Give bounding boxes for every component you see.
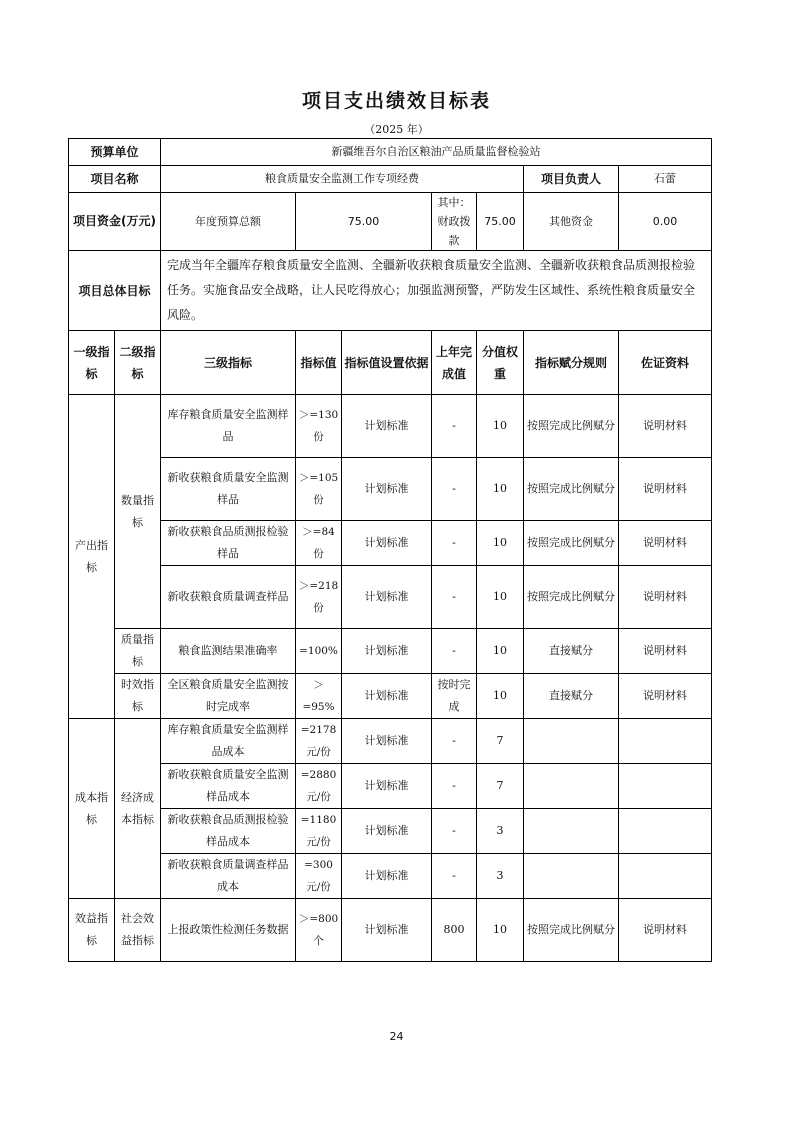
indicator-evidence: 说明材料 <box>619 674 712 719</box>
indicator-rule: 按照完成比例赋分 <box>524 566 619 629</box>
fiscal-funds-value: 75.00 <box>477 193 524 251</box>
group-cost: 成本指标 <box>69 719 115 899</box>
project-name-label: 项目名称 <box>69 166 161 193</box>
indicator-name: 新收获粮食质量安全监测样品成本 <box>161 764 296 809</box>
other-funds-value: 0.00 <box>619 193 712 251</box>
indicator-basis: 计划标准 <box>342 566 432 629</box>
unit-value: 新疆维吾尔自治区粮油产品质量监督检验站 <box>161 139 712 166</box>
header-row <box>69 331 712 395</box>
indicator-value: ＞=130份 <box>296 395 342 458</box>
indicator-value: =1180元/份 <box>296 809 342 854</box>
indicator-name: 库存粮食质量安全监测样品 <box>161 395 296 458</box>
indicator-weight: 10 <box>477 899 524 962</box>
indicator-last-year: - <box>432 395 477 458</box>
indicator-last-year: - <box>432 719 477 764</box>
unit-label: 预算单位 <box>69 139 161 166</box>
indicator-name: 上报政策性检测任务数据 <box>161 899 296 962</box>
indicator-basis: 计划标准 <box>342 809 432 854</box>
indicator-evidence: 说明材料 <box>619 395 712 458</box>
indicator-rule <box>524 854 619 899</box>
indicator-name: 新收获粮食质量安全监测样品 <box>161 458 296 521</box>
table-row <box>69 629 712 674</box>
goal-label: 项目总体目标 <box>69 251 161 331</box>
header-level3: 三级指标 <box>161 331 296 395</box>
indicator-evidence: 说明材料 <box>619 458 712 521</box>
indicator-evidence <box>619 854 712 899</box>
indicator-value: ＞=218份 <box>296 566 342 629</box>
indicator-name: 新收获粮食品质测报检验样品 <box>161 521 296 566</box>
indicator-rule: 直接赋分 <box>524 674 619 719</box>
project-name-row <box>69 166 712 193</box>
indicator-basis: 计划标准 <box>342 854 432 899</box>
indicator-name: 库存粮食质量安全监测样品成本 <box>161 719 296 764</box>
table-row <box>69 521 712 566</box>
unit-row <box>69 139 712 166</box>
indicator-value: ＞=800个 <box>296 899 342 962</box>
indicator-evidence: 说明材料 <box>619 566 712 629</box>
group-output: 产出指标 <box>69 395 115 719</box>
indicator-value: =300元/份 <box>296 854 342 899</box>
indicator-last-year: - <box>432 854 477 899</box>
subgroup-quantity: 数量指标 <box>115 395 161 629</box>
page-title: 项目支出绩效目标表 <box>301 90 491 112</box>
indicator-last-year: - <box>432 809 477 854</box>
table-row <box>69 395 712 458</box>
indicator-value: ＞=84份 <box>296 521 342 566</box>
table-row <box>69 458 712 521</box>
indicator-weight: 10 <box>477 674 524 719</box>
subgroup-timeliness: 时效指标 <box>115 674 161 719</box>
indicator-rule <box>524 719 619 764</box>
indicator-evidence: 说明材料 <box>619 899 712 962</box>
project-name-value: 粮食质量安全监测工作专项经费 <box>161 166 524 193</box>
indicator-last-year: 按时完成 <box>432 674 477 719</box>
indicator-weight: 10 <box>477 521 524 566</box>
indicator-value: ＞=95% <box>296 674 342 719</box>
other-funds-label: 其他资金 <box>549 214 594 228</box>
indicator-last-year: 800 <box>432 899 477 962</box>
indicator-rule <box>524 809 619 854</box>
indicator-name: 新收获粮食品质测报检验样品成本 <box>161 809 296 854</box>
indicator-name: 新收获粮食质量调查样品成本 <box>161 854 296 899</box>
indicator-rule <box>524 764 619 809</box>
indicator-evidence <box>619 764 712 809</box>
indicator-evidence <box>619 809 712 854</box>
annual-budget-value: 75.00 <box>296 193 432 251</box>
header-weight: 分值权重 <box>477 331 524 395</box>
indicator-rule: 按照完成比例赋分 <box>524 899 619 962</box>
indicator-last-year: - <box>432 566 477 629</box>
table-row <box>69 764 712 809</box>
table-row <box>69 566 712 629</box>
fiscal-funds-label: 其中：财政拨款 <box>432 193 477 251</box>
indicator-weight: 10 <box>477 566 524 629</box>
subgroup-economic: 经济成本指标 <box>115 719 161 899</box>
table-row <box>69 674 712 719</box>
subgroup-social: 社会效益指标 <box>115 899 161 962</box>
indicator-basis: 计划标准 <box>342 899 432 962</box>
group-benefit: 效益指标 <box>69 899 115 962</box>
funds-row <box>69 193 712 251</box>
goal-row <box>69 251 712 331</box>
indicator-last-year: - <box>432 629 477 674</box>
header-last-year: 上年完成值 <box>432 331 477 395</box>
indicator-evidence: 说明材料 <box>619 521 712 566</box>
indicator-rule: 按照完成比例赋分 <box>524 395 619 458</box>
header-evidence: 佐证资料 <box>619 331 712 395</box>
indicator-rule: 按照完成比例赋分 <box>524 521 619 566</box>
table-row <box>69 719 712 764</box>
indicator-basis: 计划标准 <box>342 629 432 674</box>
indicator-last-year: - <box>432 458 477 521</box>
header-value: 指标值 <box>296 331 342 395</box>
indicator-basis: 计划标准 <box>342 719 432 764</box>
page-number: 24 <box>389 1030 404 1043</box>
header-level1: 一级指标 <box>69 331 115 395</box>
subgroup-quality: 质量指标 <box>115 629 161 674</box>
indicator-evidence: 说明材料 <box>619 629 712 674</box>
indicator-name: 全区粮食质量安全监测按时完成率 <box>161 674 296 719</box>
indicator-value: =2880元/份 <box>296 764 342 809</box>
goal-text: 完成当年全疆库存粮食质量安全监测、全疆新收获粮食质量安全监测、全疆新收获粮食品质测报检验任务。实施食品安全战略，让人民吃得放心；加强监测预警，严防发生区域性、系统性粮食质量安全风险。 <box>161 251 712 331</box>
header-basis: 指标值设置依据 <box>342 331 432 395</box>
indicator-evidence <box>619 719 712 764</box>
other-funds-label-cell <box>524 193 619 251</box>
indicator-name: 新收获粮食质量调查样品 <box>161 566 296 629</box>
indicator-weight: 10 <box>477 395 524 458</box>
indicator-weight: 3 <box>477 809 524 854</box>
funds-label: 项目资金(万元) <box>69 193 161 251</box>
indicator-last-year: - <box>432 521 477 566</box>
indicator-weight: 7 <box>477 764 524 809</box>
indicator-basis: 计划标准 <box>342 458 432 521</box>
project-owner-value: 石蕾 <box>619 166 712 193</box>
indicator-weight: 7 <box>477 719 524 764</box>
indicator-weight: 3 <box>477 854 524 899</box>
indicator-basis: 计划标准 <box>342 521 432 566</box>
indicator-weight: 10 <box>477 458 524 521</box>
indicator-rule: 按照完成比例赋分 <box>524 458 619 521</box>
table-row <box>69 854 712 899</box>
table-row <box>69 899 712 962</box>
indicator-basis: 计划标准 <box>342 764 432 809</box>
indicator-rule: 直接赋分 <box>524 629 619 674</box>
indicator-weight: 10 <box>477 629 524 674</box>
annual-budget-label: 年度预算总额 <box>161 193 296 251</box>
table-row <box>69 809 712 854</box>
indicator-value: =100% <box>296 629 342 674</box>
performance-table <box>68 138 712 962</box>
project-owner-label: 项目负责人 <box>524 166 619 193</box>
header-rule: 指标赋分规则 <box>524 331 619 395</box>
indicator-value: =2178元/份 <box>296 719 342 764</box>
year-label: （2025 年） <box>364 123 429 136</box>
header-level2: 二级指标 <box>115 331 161 395</box>
indicator-basis: 计划标准 <box>342 674 432 719</box>
indicator-name: 粮食监测结果准确率 <box>161 629 296 674</box>
indicator-last-year: - <box>432 764 477 809</box>
indicator-value: ＞=105份 <box>296 458 342 521</box>
indicator-basis: 计划标准 <box>342 395 432 458</box>
